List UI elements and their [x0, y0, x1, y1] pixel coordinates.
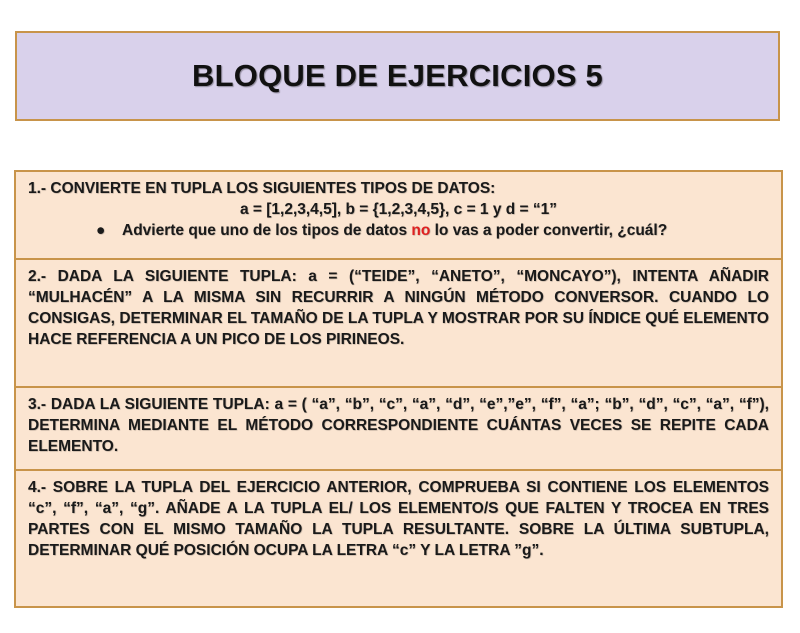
- exercise-1-note-after: lo vas a poder convertir, ¿cuál?: [430, 222, 668, 239]
- exercise-1: [16, 172, 781, 260]
- exercises-table: [14, 170, 783, 608]
- exercise-1-heading: 1.- CONVIERTE EN TUPLA LOS SIGUIENTES TIPOS DE DATOS:: [28, 180, 496, 197]
- exercise-2: 2.- DADA LA SIGUIENTE TUPLA: a = (“TEIDE”, “ANETO”, “MONCAYO”), INTENTA AÑADIR “MULHACÉN” A LA MISMA SIN RECURRIR A NINGÚN MÉTODO CONVERSOR. CUANDO LO CONSIGAS, DETERMINAR EL TAMAÑO DE LA TUPLA Y MOSTRAR POR SU ÍNDICE QUÉ ELEMENTO HACE REFERENCIA A UN PICO DE LOS PIRINEOS.: [16, 260, 781, 388]
- bullet-icon: ●: [96, 222, 106, 239]
- exercise-4: 4.- SOBRE LA TUPLA DEL EJERCICIO ANTERIOR, COMPRUEBA SI CONTIENE LOS ELEMENTOS “c”, “f”, “a”, “g”. AÑADE A LA TUPLA EL/ LOS ELEMENTO/S QUE FALTEN Y TROCEA EN TRES PARTES CON EL MISMO TAMAÑO LA TUPLA RESULTANTE. SOBRE LA ÚLTIMA SUBTUPLA, DETERMINAR QUÉ POSICIÓN OCUPA LA LETRA “c” Y LA LETRA ”g”.: [28, 479, 769, 559]
- title-box: [15, 31, 780, 121]
- exercise-1-data-line: a = [1,2,3,4,5], b = {1,2,3,4,5}, c = 1 y d = “1”: [239, 201, 558, 218]
- exercise-1-note-highlight: no: [411, 222, 431, 239]
- exercise-3: 3.- DADA LA SIGUIENTE TUPLA: a = ( “a”, “b”, “c”, “a”, “d”, “e”,”e”, “f”, “a”; “b”, “d”, “c”, “a”, “f”), DETERMINA MEDIANTE EL MÉTODO CORRESPONDIENTE CUÁNTAS VECES SE REPITE CADA ELEMENTO.: [16, 388, 781, 471]
- exercise-1-bullet-item: [28, 220, 769, 241]
- exercise-1-note-before: Advierte que uno de los tipos de datos: [122, 222, 412, 239]
- page-title: BLOQUE DE EJERCICIOS 5: [192, 58, 603, 93]
